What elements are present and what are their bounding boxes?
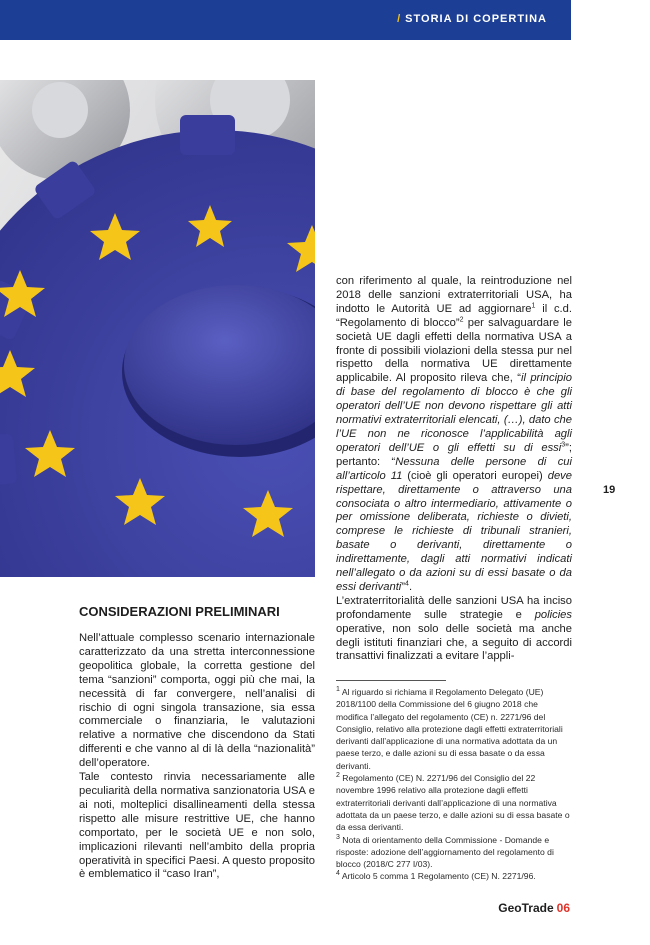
section-heading: CONSIDERAZIONI PRELIMINARI <box>79 604 280 619</box>
footnote: $^2$ Regolamento (CE) N. 2271/96 del Consiglio del 22 novembre 1996 relativo alla protezione dagli effetti extraterritoriali derivanti dall’applicazione di una normativa adottata da un paese terzo, e dalle azioni su di essa basate o da essa derivanti. <box>336 772 570 833</box>
quote: Nessuna delle persone di cui all’articolo 11 <box>336 455 572 482</box>
page-number: 19 <box>603 484 616 496</box>
footnote-ref: 1 <box>531 302 536 310</box>
section-label-text: STORIA DI COPERTINA <box>405 13 547 25</box>
magazine-brand: GeoTrade <box>498 901 554 915</box>
header-bar <box>0 0 571 40</box>
footnote: $^4$ Articolo 5 comma 1 Regolamento (CE) N. 2271/96. <box>336 870 536 882</box>
footnote-divider <box>336 680 446 681</box>
paragraph: con riferimento al quale, la reintroduzione nel 2018 delle sanzioni extraterritoriali USA, ha indotto le Autorità UE ad aggiornare$^1$ il c.d. “Regolamento di blocco”$^2$ per salvaguardare le società UE dagli effetti della normativa USA a fronte di possibili violazioni della stessa pur nel rispetto della normativa UE direttamente applicabile. Al proposito rileva che, “il principio di base del regolamento di blocco è che gli operatori dell’UE non devono rispettare gli atti normativi extraterritoriali elencati, (…), dato che l’UE non ne riconosce l’applicabilità agli operatori dell’UE o gli effetti su di essi$^3$”; pertanto: “Nessuna delle persone di cui all’articolo 11 (cioè gli operatori europei) deve rispettare, direttamente o attraverso una consociata o altro intermediario, attivamente o per omissione deliberata, richieste o divieti, comprese le richieste di tribunali stranieri, basate o derivanti, direttamente o indirettamente, dagli atti normativi indicati nell’allegato o da azioni su di essi basate o da essi derivanti”$^4$. <box>336 275 573 593</box>
right-column <box>336 275 572 664</box>
footnote: $^1$ Al riguardo si richiama il Regolamento Delegato (UE) 2018/1100 della Commissione del 6 giugno 2018 che modifica l’allegato del regolamento (CE) n. 2271/96 del Consiglio, relativo alla protezione dagli effetti extraterritoriali derivanti dall’applicazione di una normativa adottata da un paese terzo, e dalle azioni su di essa basate o da essa derivanti. <box>336 686 563 771</box>
footer <box>498 901 570 915</box>
quote: deve rispettare, direttamente o attraverso una consociata o altro intermediario, attivamente o per omissione deliberata, richieste o divieti, comprese le richieste di tribunali stranieri, basate o derivanti, direttamente o indirettamente, dagli atti normativi indicati nell’allegato o da azioni su di essi basate o da essi derivanti <box>336 469 572 593</box>
footnote-ref: 4 <box>405 580 409 588</box>
footnotes <box>336 686 572 883</box>
emphasis: policies <box>534 608 572 621</box>
footnote-ref: 3 <box>561 441 566 449</box>
folio: 06 <box>556 901 570 915</box>
footnote-ref: 2 <box>459 315 464 323</box>
quote: il principio di base del regolamento di blocco è che gli operatori dell’UE non devono rispettare gli atti normativi extraterritoriali elencati, (…), dato che l’UE non ne riconosce l’applicabilità agli operatori dell’UE o gli effetti su di essi <box>336 372 572 454</box>
paragraph: Tale contesto rinvia necessariamente alle peculiarità della normativa sanzionatoria USA e ai noti, molteplici disallineamenti della stessa rispetto alle misure restrittive UE, che hanno comportato, per le società UE e non solo, implicazioni rilevanti nell’ambito della propria operatività in specifici Paesi. A questo proposito è emblematico il “caso Iran”, <box>79 771 315 881</box>
section-label <box>397 13 547 25</box>
paragraph: Nell’attuale complesso scenario internazionale caratterizzato da una stretta interconnessione geopolitica globale, la corretta gestione del tema “sanzioni” comporta, oggi più che mai, la necessità di far convergere, nell’analisi di rischio di ogni singola transazione, sia essa commerciale o finanziaria, le valutazioni relative a normative che discendono da Stati differenti e che vanno al di là della “nazionalità” dell’operatore. <box>79 632 315 770</box>
eu-gear-photo <box>0 80 315 577</box>
footnote: $^3$ Nota di orientamento della Commissione - Domande e risposte: adozione dell’aggiornamento del regolamento di blocco (2018/C 277 I/03). <box>336 833 554 870</box>
paragraph: L’extraterritorialità delle sanzioni USA ha inciso profondamente sulle strategie e policies operative, non solo delle società ma anche degli istituti finanziari che, a seguito di accordi transattivi finalizzati a evitare l’appli- <box>336 594 572 663</box>
slash-icon: / <box>397 13 402 25</box>
left-column <box>79 632 315 882</box>
